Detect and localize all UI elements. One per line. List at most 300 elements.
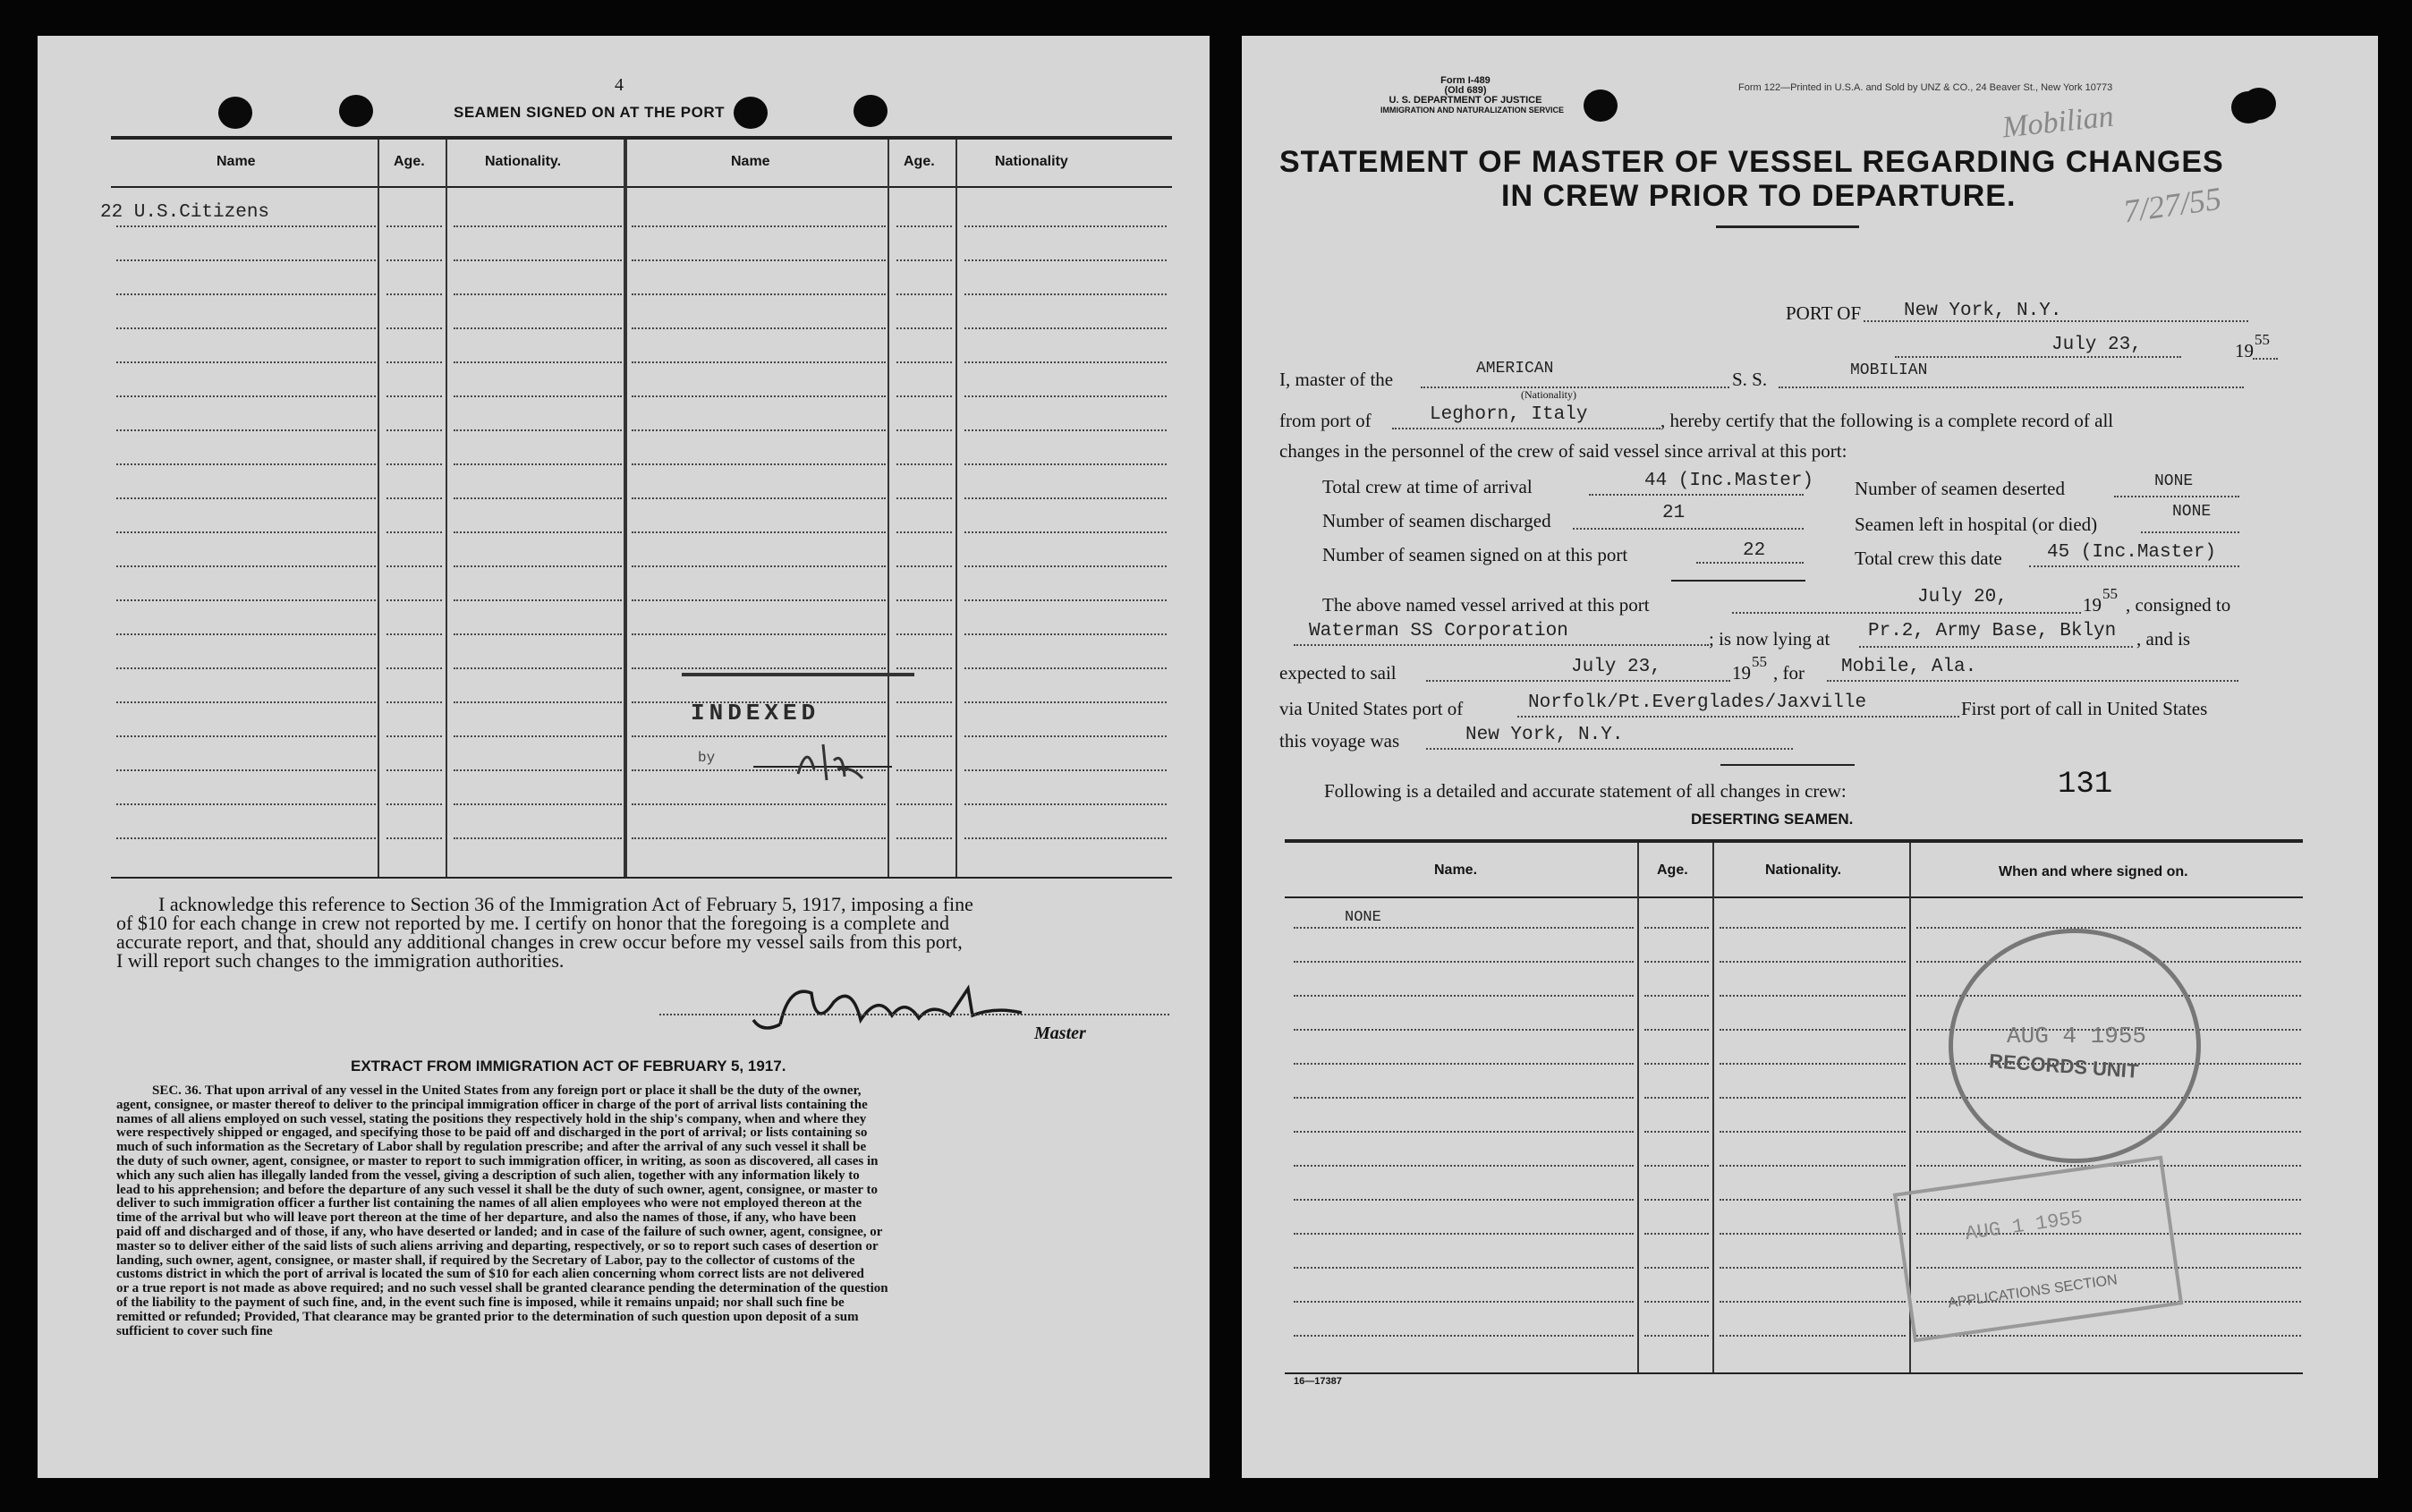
ruled-line	[386, 327, 442, 329]
extract-line: master so to deliver either of the said lists of such aliens arriving and departing, respectively, or so to report such cases of desertion or	[116, 1238, 879, 1253]
ruled-line	[1294, 1165, 1634, 1167]
column-divider	[955, 140, 957, 877]
ruled-line	[1644, 927, 1709, 929]
form-old: (Old 689)	[1444, 85, 1487, 96]
counts-rule	[1671, 580, 1805, 582]
ruled-line	[1720, 1233, 1906, 1235]
ruled-line	[116, 531, 376, 533]
extract-line: remitted or refunded; Provided, That clearance may be granted prior to the determination of such question upon deposit of a sum	[116, 1309, 859, 1324]
consignee-value: Waterman SS Corporation	[1309, 621, 1568, 641]
from-port-label: from port of	[1279, 410, 1372, 431]
ruled-line	[896, 395, 952, 397]
punch-hole	[218, 97, 252, 129]
extract-title: EXTRACT FROM IMMIGRATION ACT OF FEBRUARY 5, 1917.	[351, 1058, 786, 1075]
ruled-line	[964, 599, 1167, 601]
form-title-line-2: IN CREW PRIOR TO DEPARTURE.	[1501, 179, 2017, 213]
signed-on-label: Number of seamen signed on at this port	[1322, 544, 1628, 565]
first-port-label: First port of call in United States	[1961, 698, 2208, 719]
total-crew-arrival-label: Total crew at time of arrival	[1322, 476, 1533, 497]
ruled-line	[964, 395, 1167, 397]
form-id-block	[1380, 75, 1564, 115]
ruled-line	[1644, 1063, 1709, 1065]
ruled-line	[896, 701, 952, 703]
changes-text: changes in the personnel of the crew of said vessel since arrival at this port:	[1279, 440, 1847, 462]
ruled-line	[632, 361, 886, 363]
total-crew-date-label: Total crew this date	[1855, 548, 2002, 569]
ruled-line	[964, 463, 1167, 465]
deserting-table-header-rule	[1285, 896, 2303, 898]
table-top-rule	[111, 136, 1172, 140]
indexed-stamp: INDEXED	[691, 700, 820, 726]
ruled-line	[964, 327, 1167, 329]
ruled-line	[1294, 995, 1634, 997]
printer-line: Form 122—Printed in U.S.A. and Sold by UNZ & CO., 24 Beaver St., New York 10773	[1738, 82, 2113, 93]
arrived-line	[1732, 612, 2081, 614]
title-underline	[1716, 225, 1859, 228]
column-divider	[624, 140, 627, 877]
col-age-2: Age.	[904, 154, 935, 169]
ruled-line	[454, 225, 622, 227]
master-of-the-label: I, master of the	[1279, 369, 1394, 390]
ruled-line	[896, 259, 952, 261]
ruled-line	[1720, 1063, 1906, 1065]
punch-hole	[854, 95, 888, 127]
deserting-col-age: Age.	[1657, 862, 1688, 878]
ruled-line	[964, 225, 1167, 227]
ruled-line	[1294, 927, 1634, 929]
nationality-value: AMERICAN	[1476, 360, 1554, 378]
acknowledgement-line: accurate report, and that, should any additional changes in crew occur before my vessel sails from this port,	[116, 930, 963, 953]
master-label: Master	[1034, 1024, 1086, 1043]
deserting-column-divider	[1637, 843, 1639, 1372]
ruled-line	[454, 599, 622, 601]
ruled-line	[896, 803, 952, 805]
ruled-line	[896, 327, 952, 329]
ruled-line	[1644, 961, 1709, 963]
total-crew-date-line	[2029, 565, 2239, 567]
extract-line: or a true report is not made as above required; and no such vessel shall be granted clearance pending the determination of the question	[116, 1281, 888, 1296]
ruled-line	[896, 531, 952, 533]
ruled-line	[386, 429, 442, 431]
ruled-line	[632, 463, 886, 465]
deserted-value: NONE	[2154, 472, 2194, 490]
ruled-line	[1294, 1097, 1634, 1099]
ruled-line	[964, 837, 1167, 839]
extract-line: names of all aliens employed on such vessel, stating the positions they respectively hold in the ship's company, when and where they	[116, 1111, 867, 1126]
extract-line: landing, such owner, agent, consignee, or master shall, if required by the Secretary of Labor, pay to the collector of customs of the	[116, 1253, 855, 1268]
ruled-line	[454, 565, 622, 567]
extract-line: much of such information as the Secretary of Labor shall by regulation prescribe; and after the arrival of any such vessel it shall be	[116, 1140, 867, 1155]
ruled-line	[116, 259, 376, 261]
ruled-line	[896, 361, 952, 363]
total-crew-arrival-line	[1589, 494, 1804, 496]
hospital-line	[2141, 531, 2239, 533]
for-label: , for	[1773, 662, 1805, 684]
ruled-line	[632, 225, 886, 227]
extract-line: deliver to such immigration officer a further list containing the names of all alien employees who were not employed thereon at the	[116, 1196, 862, 1211]
from-port-line	[1392, 428, 1660, 429]
extract-line: sufficient to cover such fine	[116, 1323, 273, 1338]
department: U. S. DEPARTMENT OF JUSTICE	[1389, 95, 1542, 106]
this-voyage-line	[1426, 748, 1793, 750]
ruled-line	[1644, 1199, 1709, 1201]
ruled-line	[1720, 961, 1906, 963]
ruled-line	[632, 565, 886, 567]
ruled-line	[1294, 1233, 1634, 1235]
ruled-line	[632, 633, 886, 635]
ruled-line	[896, 633, 952, 635]
service: IMMIGRATION AND NATURALIZATION SERVICE	[1380, 106, 1564, 115]
applications-stamp-date: AUG 1 1955	[1964, 1206, 2085, 1246]
ss-label: S. S.	[1732, 369, 1768, 390]
acknowledgement-line: I acknowledge this reference to Section 36 of the Immigration Act of February 5, 1917, imposing a fine	[158, 893, 973, 915]
ruled-line	[1720, 1097, 1906, 1099]
ruled-line	[896, 463, 952, 465]
ruled-line	[116, 497, 376, 499]
ruled-line	[632, 429, 886, 431]
ruled-line	[116, 327, 376, 329]
ruled-line	[1294, 1267, 1634, 1269]
ruled-line	[1720, 1267, 1906, 1269]
via-value: Norfolk/Pt.Everglades/Jaxville	[1528, 692, 1867, 713]
col-nationality-2: Nationality	[995, 154, 1068, 169]
column-divider	[446, 140, 447, 877]
ruled-line	[1294, 1063, 1634, 1065]
records-unit-stamp	[1949, 929, 2201, 1163]
ruled-line	[632, 293, 886, 295]
discharged-value: 21	[1662, 503, 1686, 523]
ruled-line	[1644, 1301, 1709, 1303]
date-value: July 23,	[2051, 335, 2142, 355]
ruled-line	[632, 259, 886, 261]
punch-hole	[1584, 89, 1618, 122]
ruled-line	[116, 599, 376, 601]
extract-line: SEC. 36. That upon arrival of any vessel in the United States from any foreign port or place it shall be the duty of the owner,	[152, 1083, 862, 1098]
col-name-2: Name	[731, 154, 770, 169]
ruled-line	[896, 667, 952, 669]
ruled-line	[896, 769, 952, 771]
ruled-line	[386, 837, 442, 839]
ruled-line	[1644, 1097, 1709, 1099]
ruled-line	[454, 327, 622, 329]
ruled-line	[386, 803, 442, 805]
ruled-line	[1720, 1131, 1906, 1133]
expected-value: July 23,	[1571, 657, 1661, 677]
deserting-col-signed-on: When and where signed on.	[1999, 864, 2188, 879]
ruled-line	[1294, 961, 1634, 963]
ruled-line	[1916, 1335, 2301, 1337]
form-number: 16—17387	[1294, 1376, 1342, 1387]
this-voyage-value: New York, N.Y.	[1465, 725, 1624, 745]
port-label: PORT OF	[1786, 302, 1862, 324]
punch-hole	[2242, 88, 2276, 120]
indexed-by: by	[698, 750, 716, 766]
ruled-line	[386, 259, 442, 261]
handwritten-note: Mobilian	[2000, 99, 2116, 145]
ruled-line	[896, 599, 952, 601]
total-crew-arrival-value: 44 (Inc.Master)	[1644, 471, 1814, 491]
ruled-line	[964, 769, 1167, 771]
punch-hole	[339, 95, 373, 127]
ruled-line	[116, 565, 376, 567]
deserted-line	[2114, 496, 2239, 497]
ruled-line	[1720, 927, 1906, 929]
ruled-line	[454, 293, 622, 295]
ruled-line	[386, 395, 442, 397]
signature-line	[659, 1014, 1169, 1015]
for-value: Mobile, Ala.	[1841, 657, 1977, 677]
extract-line: customs district in which the port of arrival is located the sum of $10 for each alien concerning whom correct lists are not delivered	[116, 1267, 864, 1282]
ruled-line	[386, 735, 442, 737]
extract-line: paid off and discharged and of those, if any, who have deserted or landed; and in case of the failure of such owner, agent, consignee, or	[116, 1224, 883, 1239]
form-id: Form I-489	[1440, 75, 1491, 86]
ruled-line	[632, 599, 886, 601]
ruled-line	[964, 361, 1167, 363]
ruled-line	[116, 429, 376, 431]
ruled-line	[454, 701, 622, 703]
arrived-value: July 20,	[1917, 587, 2008, 607]
ruled-line	[116, 837, 376, 839]
ruled-line	[386, 463, 442, 465]
page-number: 4	[615, 75, 624, 95]
ruled-line	[386, 565, 442, 567]
punch-hole	[734, 97, 768, 129]
deserting-entry: NONE	[1345, 909, 1381, 926]
crew-changes-count: 131	[2058, 768, 2113, 802]
ruled-line	[896, 429, 952, 431]
ruled-line	[1294, 1029, 1634, 1031]
ruled-line	[1644, 1165, 1709, 1167]
lying-label: ; is now lying at	[1709, 628, 1830, 650]
year-prefix: 19	[2235, 340, 2254, 361]
ruled-line	[454, 429, 622, 431]
ruled-line	[632, 395, 886, 397]
ruled-line	[1644, 1131, 1709, 1133]
ruled-line	[1294, 1131, 1634, 1133]
expected-line	[1426, 680, 1730, 682]
handwritten-date: 7/27/55	[2120, 180, 2224, 230]
ruled-line	[632, 531, 886, 533]
via-label: via United States port of	[1279, 698, 1464, 719]
ruled-line	[454, 837, 622, 839]
left-page	[38, 36, 1210, 1478]
from-port-value: Leghorn, Italy	[1430, 404, 1588, 425]
indexed-initials-signature	[780, 734, 888, 787]
hospital-label: Seamen left in hospital (or died)	[1855, 514, 2098, 535]
right-page	[1242, 36, 2378, 1478]
ruled-line	[964, 429, 1167, 431]
ruled-line	[964, 259, 1167, 261]
ruled-line	[116, 633, 376, 635]
ruled-line	[386, 769, 442, 771]
vessel-name: MOBILIAN	[1850, 361, 1928, 379]
ruled-line	[116, 735, 376, 737]
discharged-line	[1573, 528, 1804, 530]
deserting-column-divider	[1712, 843, 1714, 1372]
col-name-1: Name	[217, 154, 256, 169]
total-crew-date-value: 45 (Inc.Master)	[2047, 542, 2217, 563]
ruled-line	[454, 633, 622, 635]
ruled-line	[386, 599, 442, 601]
extract-line: lead to his apprehension; and before the departure of any such vessel it shall be the duty of such owner, agent, consignee, or master to	[116, 1182, 879, 1197]
extract-line: were respectively shipped or engaged, and specifying those to be paid off and discharged in the port of arrival; or lists containing so	[116, 1126, 868, 1141]
certify-text: , hereby certify that the following is a complete record of all	[1660, 410, 2114, 431]
ruled-line	[116, 701, 376, 703]
ruled-line	[1294, 1199, 1634, 1201]
ruled-line	[964, 293, 1167, 295]
ruled-line	[896, 837, 952, 839]
ruled-line	[116, 667, 376, 669]
ruled-line	[454, 361, 622, 363]
extract-line: time of the arrival but who will leave port thereon at the time of her departure, and also the names of those, if any, who have been	[116, 1210, 857, 1226]
date-line	[1895, 356, 2181, 358]
ruled-line	[116, 395, 376, 397]
entry-name: 22 U.S.Citizens	[100, 202, 270, 223]
arrived-year-prefix: 19	[2083, 594, 2102, 616]
ruled-line	[386, 701, 442, 703]
ruled-line	[1644, 1267, 1709, 1269]
ruled-line	[386, 667, 442, 669]
ruled-line	[454, 395, 622, 397]
ruled-line	[116, 463, 376, 465]
ruled-line	[454, 463, 622, 465]
ruled-line	[454, 531, 622, 533]
deserting-col-nationality: Nationality.	[1765, 862, 1842, 878]
ruled-line	[1916, 927, 2301, 929]
nationality-caption: (Nationality)	[1521, 388, 1576, 401]
ruled-line	[896, 565, 952, 567]
expected-label: expected to sail	[1279, 662, 1397, 684]
expected-year-suffix: 55	[1752, 653, 1767, 670]
applications-stamp-label: APPLICATIONS SECTION	[1947, 1272, 2119, 1312]
ruled-line	[1720, 1301, 1906, 1303]
vessel-line	[1779, 386, 2244, 388]
ruled-line	[386, 633, 442, 635]
deserting-header: DESERTING SEAMEN.	[1691, 811, 1854, 828]
ruled-line	[1644, 995, 1709, 997]
ruled-line	[454, 769, 622, 771]
year-line	[2253, 358, 2278, 360]
ruled-line	[454, 803, 622, 805]
ruled-line	[632, 803, 886, 805]
expected-year-prefix: 19	[1732, 662, 1751, 684]
ruled-line	[964, 531, 1167, 533]
consigned-label: , consigned to	[2126, 594, 2231, 616]
ruled-line	[1644, 1233, 1709, 1235]
this-voyage-label: this voyage was	[1279, 730, 1400, 752]
ruled-line	[896, 497, 952, 499]
ruled-line	[896, 735, 952, 737]
deserting-table-bottom	[1285, 1372, 2303, 1374]
table-header-rule	[111, 186, 1172, 188]
extract-line: agent, consignee, or master thereof to deliver to the principal immigration officer in charge of the port of arrival lists containing the	[116, 1097, 868, 1112]
col-age-1: Age.	[394, 154, 425, 169]
ruled-line	[1720, 1335, 1906, 1337]
voyage-rule	[1720, 764, 1855, 766]
extract-line: of the liability to the payment of such fine, and, in the event such fine is imposed, while it remains unpaid; nor shall such fine be	[116, 1295, 845, 1310]
ruled-line	[454, 259, 622, 261]
applications-stamp	[1893, 1156, 2183, 1343]
signed-on-line	[1696, 562, 1804, 564]
ruled-line	[964, 667, 1167, 669]
consignee-line	[1294, 644, 1709, 646]
records-stamp-label: RECORDS UNIT	[1988, 1049, 2140, 1083]
ruled-line	[454, 735, 622, 737]
ruled-line	[632, 497, 886, 499]
ruled-line	[386, 293, 442, 295]
ruled-line	[632, 667, 886, 669]
ruled-line	[454, 497, 622, 499]
ruled-line	[116, 803, 376, 805]
ruled-line	[116, 361, 376, 363]
discharged-label: Number of seamen discharged	[1322, 510, 1551, 531]
ruled-line	[386, 531, 442, 533]
ruled-line	[896, 293, 952, 295]
deserted-label: Number of seamen deserted	[1855, 478, 2065, 499]
ruled-line	[964, 565, 1167, 567]
via-line	[1517, 716, 1959, 718]
ruled-line	[1644, 1029, 1709, 1031]
ruled-line	[1294, 1335, 1634, 1337]
ruled-line	[1644, 1335, 1709, 1337]
stamp-rule	[682, 673, 914, 676]
ruled-line	[386, 361, 442, 363]
year-suffix: 55	[2255, 331, 2270, 348]
ruled-line	[386, 225, 442, 227]
records-stamp-date: AUG 4 1955	[2007, 1023, 2147, 1049]
deserting-col-name: Name.	[1434, 862, 1478, 878]
lying-value: Pr.2, Army Base, Bklyn	[1868, 621, 2117, 641]
arrived-label: The above named vessel arrived at this port	[1322, 594, 1650, 616]
acknowledgement-line: of $10 for each change in crew not reported by me. I certify on honor that the foregoing is a complete and	[116, 912, 949, 934]
deserting-table-top	[1285, 839, 2303, 843]
ruled-line	[964, 803, 1167, 805]
ruled-line	[116, 769, 376, 771]
acknowledgement-line: I will report such changes to the immigration authorities.	[116, 949, 565, 972]
ruled-line	[896, 225, 952, 227]
ruled-line	[1720, 1165, 1906, 1167]
ruled-line	[964, 735, 1167, 737]
hospital-value: NONE	[2172, 503, 2212, 521]
ruled-line	[454, 667, 622, 669]
following-text: Following is a detailed and accurate statement of all changes in crew:	[1324, 780, 1847, 802]
ruled-line	[964, 633, 1167, 635]
port-value: New York, N.Y.	[1904, 301, 2062, 321]
signed-on-value: 22	[1743, 540, 1766, 561]
col-nationality-1: Nationality.	[485, 154, 562, 169]
table-bottom-rule	[111, 877, 1172, 879]
ruled-line	[632, 327, 886, 329]
ruled-line	[386, 497, 442, 499]
seamen-signed-header: SEAMEN SIGNED ON AT THE PORT	[454, 104, 726, 121]
ruled-line	[116, 225, 376, 227]
for-line	[1827, 680, 2238, 682]
ruled-line	[632, 837, 886, 839]
ruled-line	[1720, 995, 1906, 997]
and-is-label: , and is	[2136, 628, 2191, 650]
column-divider	[378, 140, 379, 877]
ruled-line	[1294, 1301, 1634, 1303]
ruled-line	[116, 293, 376, 295]
lying-line	[1859, 646, 2133, 648]
form-title-line-1: STATEMENT OF MASTER OF VESSEL REGARDING CHANGES	[1279, 145, 2224, 179]
extract-line: which any such alien has illegally landed from the vessel, giving a description of such alien, together with any information likely to	[116, 1168, 860, 1183]
ruled-line	[964, 701, 1167, 703]
ruled-line	[1720, 1029, 1906, 1031]
arrived-year-suffix: 55	[2102, 585, 2118, 602]
extract-line: the duty of such owner, agent, consignee, or master to report to such immigration officer, in writing, as soon as discovered, all cases in	[116, 1153, 879, 1168]
ruled-line	[964, 497, 1167, 499]
